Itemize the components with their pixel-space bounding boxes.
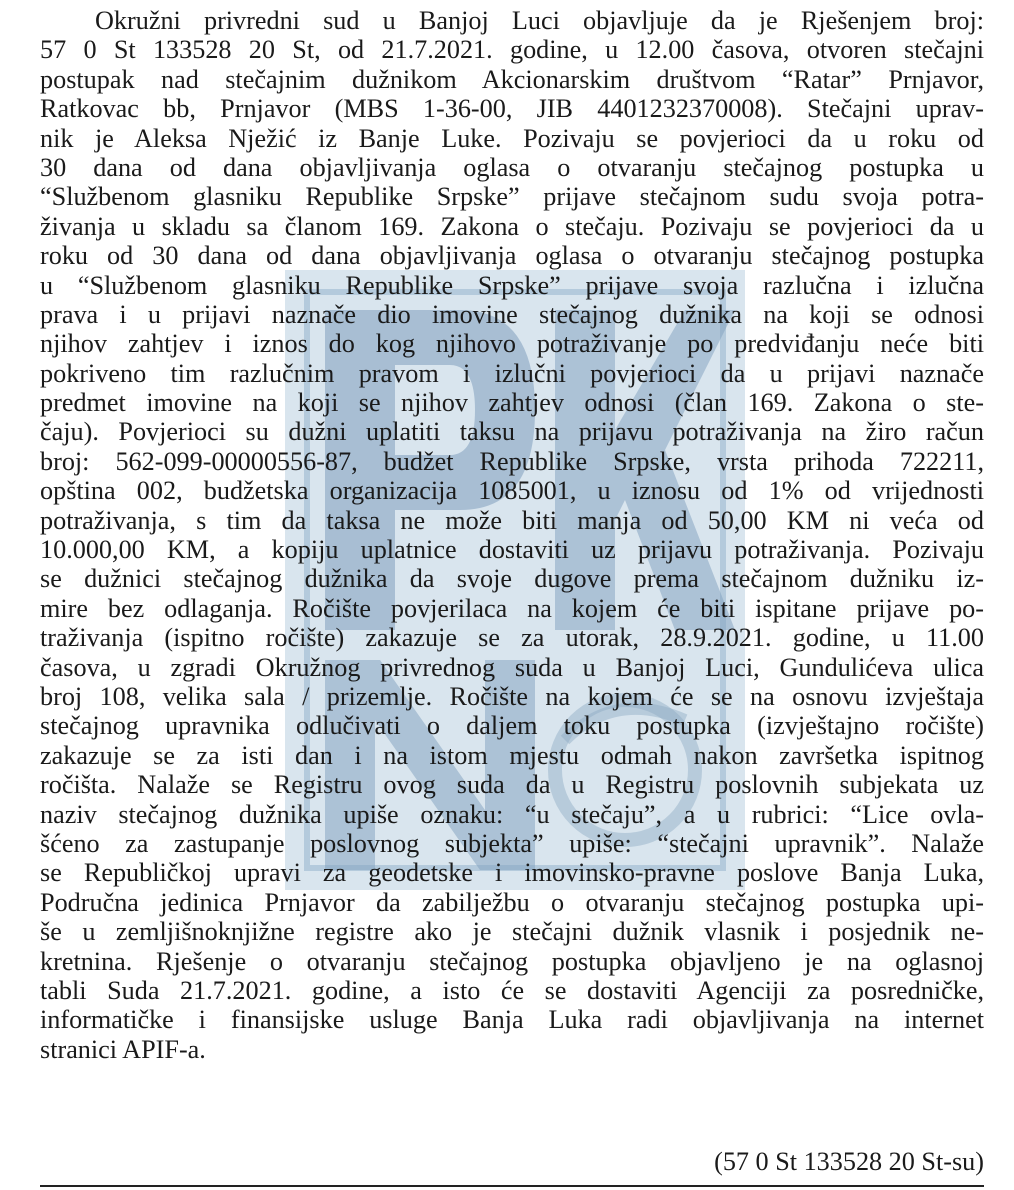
notice-line: opština 002, budžetska organizacija 1085001, u iznosu od 1% od vrijednosti (40, 476, 984, 506)
notice-line: stečajnog upravnika odlučivati o daljem toku postupka (izvještajno ročište) (40, 711, 984, 741)
notice-line: živanja u skladu sa članom 169. Zakona o stečaju. Pozivaju se povjerioci da u (40, 211, 984, 241)
notice-line: mire bez odlaganja. Ročište povjerilaca na kojem će biti ispitane prijave po- (40, 593, 984, 623)
notice-line: Ratkovac bb, Prnjavor (MBS 1-36-00, JIB 4401232370008). Stečajni uprav- (40, 94, 984, 124)
notice-line: u “Službenom glasniku Republike Srpske” prijave svoja razlučna i izlučna (40, 270, 984, 300)
notice-line: kretnina. Rješenje o otvaranju stečajnog postupka objavljeno je na oglasnoj (40, 946, 984, 976)
notice-line: Područna jedinica Prnjavor da zabilježbu o otvaranju stečajnog postupka upi- (40, 887, 984, 917)
notice-line: informatičke i finansijske usluge Banja Luka radi objavljivanja na internet (40, 1005, 984, 1035)
notice-line: Okružni privredni sud u Banjoj Luci objavljuje da je Rješenjem broj: (95, 6, 984, 35)
notice-line: prava i u prijavi naznače dio imovine stečajnog dužnika na koji se odnosi (40, 299, 984, 329)
notice-line: 10.000,00 KM, a kopiju uplatnice dostaviti uz prijavu potraživanja. Pozivaju (40, 535, 984, 565)
notice-line: postupak nad stečajnim dužnikom Akcionarskim društvom “Ratar” Prnjavor, (40, 64, 984, 94)
notice-line: broj 108, velika sala / prizemlje. Ročište na kojem će se na osnovu izvještaja (40, 681, 984, 711)
case-reference: (57 0 St 133528 20 St-su) (714, 1147, 984, 1176)
notice-line: roku od 30 dana od dana objavljivanja oglasa o otvaranju stečajnog postupka (40, 241, 984, 271)
notice-line: še u zemljišnoknjižne registre ako je stečajni dužnik vlasnik i posjednik ne- (40, 917, 984, 947)
notice-line: 57 0 St 133528 20 St, od 21.7.2021. godine, u 12.00 časova, otvoren stečajni (40, 35, 984, 65)
notice-line: predmet imovine na koji se njihov zahtjev odnosi (član 169. Zakona o ste- (40, 388, 984, 418)
notice-line: traživanja (ispitno ročište) zakazuje se za utorak, 28.9.2021. godine, u 11.00 (40, 623, 984, 653)
notice-line: šćeno za zastupanje poslovnog subjekta” upiše: “stečajni upravnik”. Nalaže (40, 828, 984, 858)
notice-line: ročišta. Nalaže se Registru ovog suda da u Registru poslovnih subjekata uz (40, 770, 984, 800)
notice-line: pokriveno tim razlučnim pravom i izlučni povjerioci da u prijavi naznače (40, 358, 984, 388)
notice-line: zakazuje se za isti dan i na istom mjestu odmah nakon završetka ispitnog (40, 740, 984, 770)
notice-line: “Službenom glasniku Republike Srpske” prijave stečajnom sudu svoja potra- (40, 182, 984, 212)
notice-line: stranici APIF-a. (40, 1034, 206, 1064)
notice-line: se dužnici stečajnog dužnika da svoje dugove prema stečajnom dužniku iz- (40, 564, 984, 594)
bottom-divider (40, 1185, 984, 1187)
notice-line: potraživanja, s tim da taksa ne može biti manja od 50,00 KM ni veća od (40, 505, 984, 535)
notice-line: naziv stečajnog dužnika upiše oznaku: “u stečaju”, a u rubrici: “Lice ovla- (40, 799, 984, 829)
bankruptcy-notice (40, 6, 984, 1064)
notice-line: 30 dana od dana objavljivanja oglasa o otvaranju stečajnog postupka u (40, 152, 984, 182)
notice-line: časova, u zgradi Okružnog privrednog suda u Banjoj Luci, Gundulićeva ulica (40, 652, 984, 682)
notice-line: čaju). Povjerioci su dužni uplatiti taksu na prijavu potraživanja na žiro račun (40, 417, 984, 447)
notice-line: nik je Aleksa Nježić iz Banje Luke. Pozivaju se povjerioci da u roku od (40, 123, 984, 153)
notice-line: tabli Suda 21.7.2021. godine, a isto će se dostaviti Agenciji za posredničke, (40, 975, 984, 1005)
notice-line: broj: 562-099-00000556-87, budžet Republike Srpske, vrsta prihoda 722211, (40, 446, 984, 476)
notice-line: se Republičkoj upravi za geodetske i imovinsko-pravne poslove Banja Luka, (40, 858, 984, 888)
notice-line: njihov zahtjev i iznos do kog njihovo potraživanje po predviđanju neće biti (40, 329, 984, 359)
